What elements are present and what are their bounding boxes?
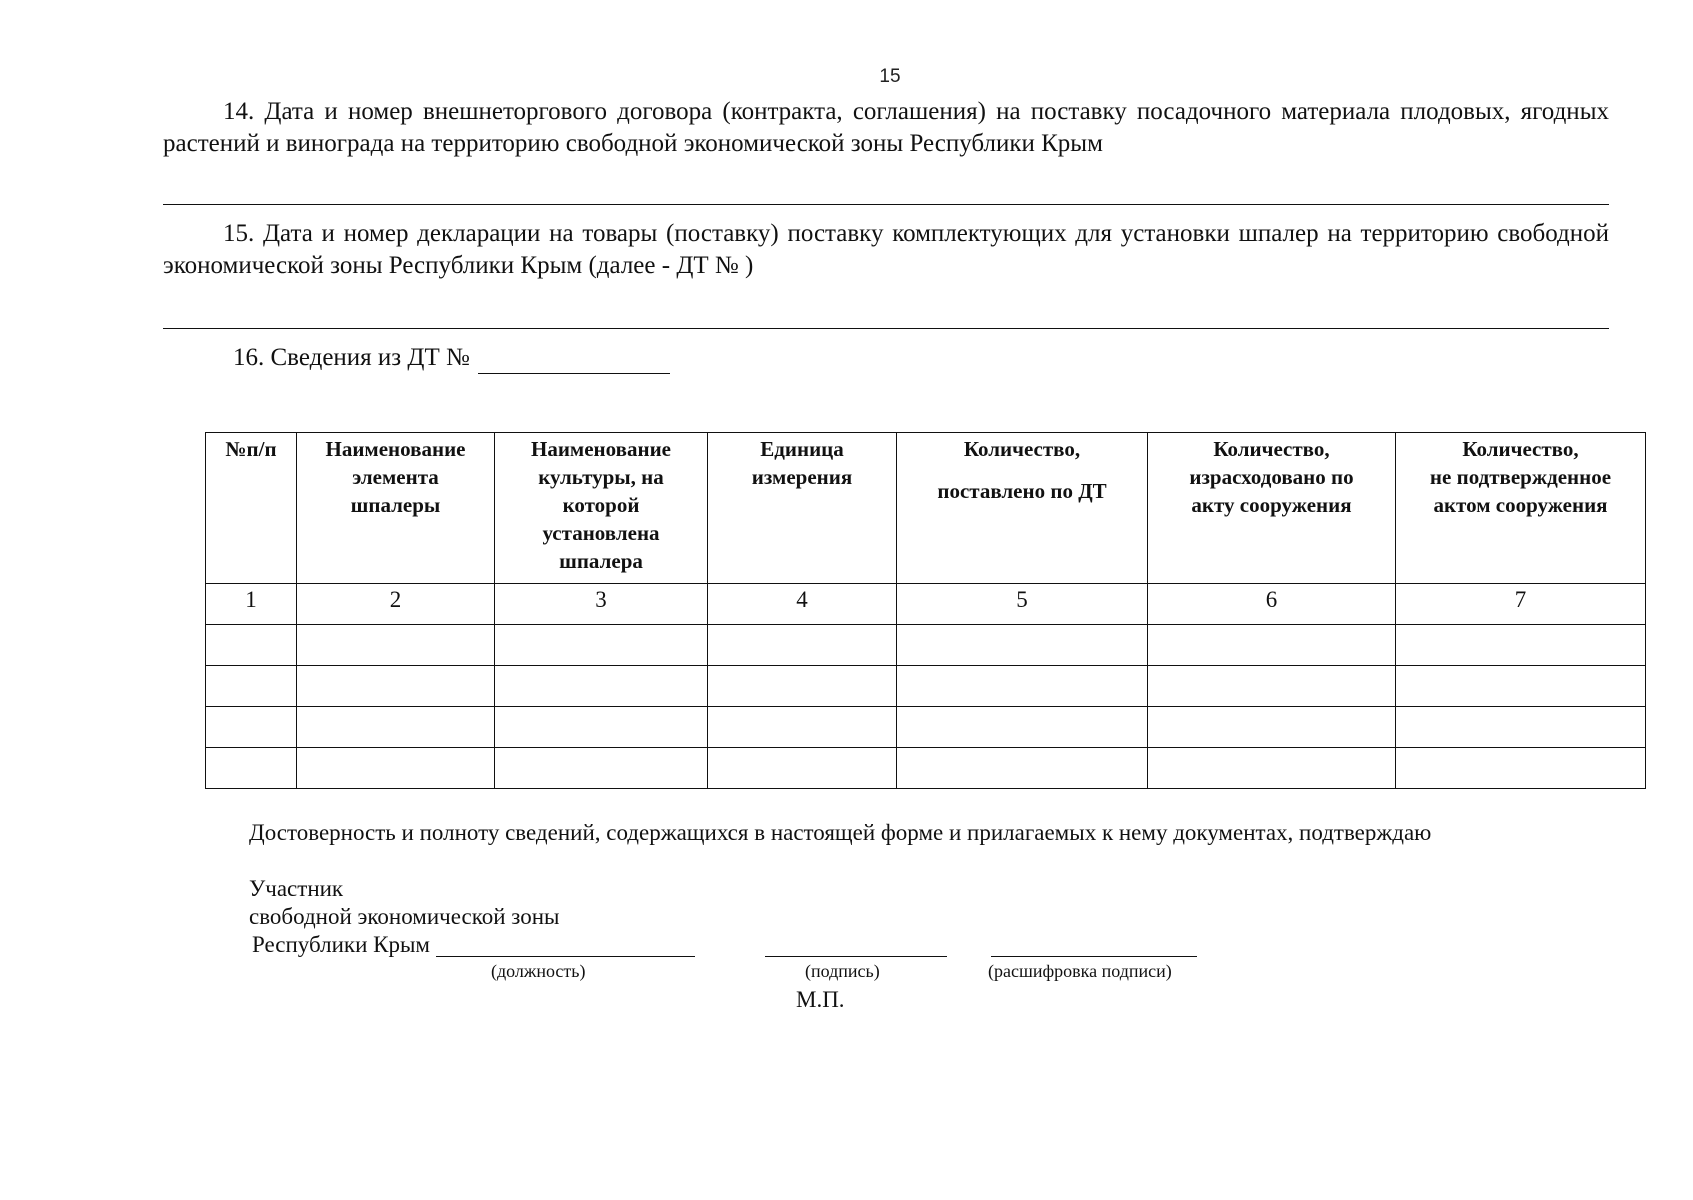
header-col-2: Наименование элемента шпалеры	[297, 433, 495, 584]
position-line[interactable]	[436, 956, 695, 957]
table-cell[interactable]	[1148, 625, 1396, 666]
confirmation-text: Достоверность и полноту сведений, содержащихся в настоящей форме и прилагаемых к нему документах, подтверждаю	[249, 820, 1432, 845]
table-cell[interactable]	[206, 625, 297, 666]
item-16-text: 16. Сведения из ДТ №	[233, 344, 470, 371]
header-col-5: Количество, поставлено по ДТ	[897, 433, 1148, 584]
dt-details-table	[205, 432, 1646, 789]
item-15-fill-line[interactable]	[163, 328, 1609, 329]
table-cell[interactable]	[897, 748, 1148, 789]
item-15-text: 15. Дата и номер декларации на товары (поставку) поставку комплектующих для установки шпалер на территорию свободной экономической зоны Республики Крым (далее - ДТ № )	[163, 220, 1609, 279]
table-cell[interactable]	[708, 666, 897, 707]
item-16-heading	[233, 342, 670, 374]
column-number: 7	[1396, 584, 1646, 625]
table-cell[interactable]	[1148, 748, 1396, 789]
table-cell[interactable]	[1396, 748, 1646, 789]
table-cell[interactable]	[206, 707, 297, 748]
item-14-text: 14. Дата и номер внешнеторгового договора (контракта, соглашения) на поставку посадочного материала плодовых, ягодных растений и винограда на территорию свободной экономической зоны Республики Крым	[163, 98, 1609, 157]
header-col-7: Количество, не подтвержденное актом сооружения	[1396, 433, 1646, 584]
table-cell[interactable]	[1396, 666, 1646, 707]
column-number: 6	[1148, 584, 1396, 625]
signature-decoding-line[interactable]	[991, 956, 1197, 957]
participant-republic-label: Республики Крым	[252, 932, 430, 957]
table-cell[interactable]	[297, 625, 495, 666]
dt-number-blank[interactable]	[478, 349, 670, 374]
stamp-place-label: М.П.	[796, 987, 845, 1012]
table-row	[206, 666, 1646, 707]
table-cell[interactable]	[206, 748, 297, 789]
position-caption: (должность)	[491, 961, 586, 981]
participant-label: Участник	[249, 876, 344, 901]
participant-zone-label: свободной экономической зоны	[249, 904, 560, 929]
table-cell[interactable]	[1148, 666, 1396, 707]
table-cell[interactable]	[708, 748, 897, 789]
table-header-row	[206, 433, 1646, 584]
table-cell[interactable]	[297, 666, 495, 707]
header-col-4: Единица измерения	[708, 433, 897, 584]
table-cell[interactable]	[1396, 707, 1646, 748]
column-number: 4	[708, 584, 897, 625]
decoding-caption: (расшифровка подписи)	[988, 961, 1172, 981]
item-14-fill-line[interactable]	[163, 204, 1609, 205]
header-col-3: Наименование культуры, на которой установлена шпалера	[495, 433, 708, 584]
page-number: 15	[879, 66, 901, 87]
table-cell[interactable]	[708, 707, 897, 748]
table-cell[interactable]	[897, 707, 1148, 748]
column-number: 1	[206, 584, 297, 625]
signature-caption: (подпись)	[805, 961, 880, 981]
table-cell[interactable]	[495, 707, 708, 748]
table-cell[interactable]	[1396, 625, 1646, 666]
table-cell[interactable]	[1148, 707, 1396, 748]
table-cell[interactable]	[206, 666, 297, 707]
table-cell[interactable]	[897, 625, 1148, 666]
table-cell[interactable]	[708, 625, 897, 666]
table-row	[206, 707, 1646, 748]
table-cell[interactable]	[495, 748, 708, 789]
table-cell[interactable]	[495, 625, 708, 666]
table-cell[interactable]	[297, 707, 495, 748]
column-number-row	[206, 584, 1646, 625]
header-col-6: Количество, израсходовано по акту сооружения	[1148, 433, 1396, 584]
column-number: 3	[495, 584, 708, 625]
signature-line[interactable]	[765, 956, 947, 957]
table-cell[interactable]	[297, 748, 495, 789]
table-row	[206, 748, 1646, 789]
table-cell[interactable]	[897, 666, 1148, 707]
header-col-1: №п/п	[206, 433, 297, 584]
table-row	[206, 625, 1646, 666]
table-cell[interactable]	[495, 666, 708, 707]
column-number: 2	[297, 584, 495, 625]
column-number: 5	[897, 584, 1148, 625]
